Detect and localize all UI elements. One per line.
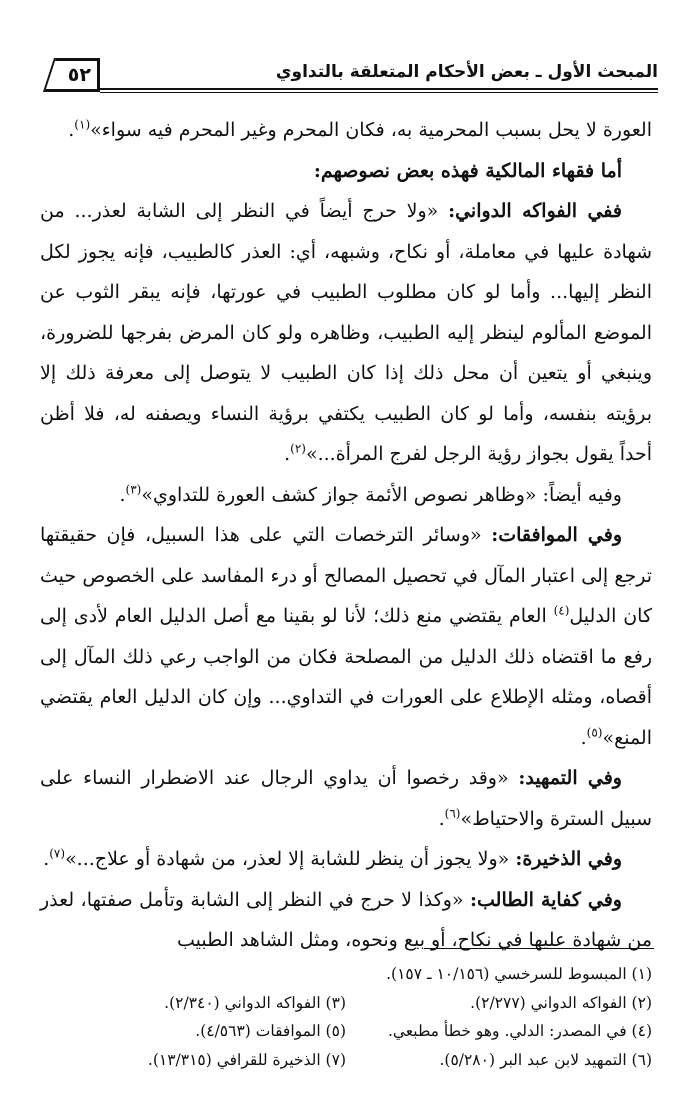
running-title: المبحث الأول ـ بعض الأحكام المتعلقة بالتداوي [275,62,658,82]
paragraph-fihi-aydan: وفيه أيضاً: «وظاهر نصوص الأئمة جواز كشف العورة للتداوي»$^{(٣)}$. [119,482,622,506]
footnote-4: (٤) في المصدر: الدلي. وهو خطأ مطبعي. [387,1022,652,1040]
footnote-1: (١) المبسوط للسرخسي (١٠/١٥٦ ـ ١٥٧). [386,965,652,983]
page-number: ٥٢ [67,64,91,86]
footnote-ref-5: (٥) [586,725,603,740]
footnote-5: (٥) الموافقات (٤/٥٦٣). [195,1022,346,1040]
header-rule-thin [100,92,658,93]
footnotes [40,960,652,1074]
source-name: وفي الموافقات: [491,524,622,546]
footnote-ref-6: (٦) [444,806,461,821]
paragraph-dhakhira: وفي الذخيرة: «ولا يجوز أن ينظر للشابة إلا لعذر، من شهادة أو علاج...»$^{(٧)}$. [43,846,622,870]
footnote-separator [424,948,654,949]
footnote-ref-7: (٧) [49,846,66,861]
page-number-box [38,58,100,92]
source-name: وفي كفاية الطالب: [470,888,622,911]
paragraph-fawakih: ففي الفواكه الدواني: «ولا حرج أيضاً في النظر إلى الشابة لعذر... من شهادة عليها في معاملة، أو نكاح، وشبهه، أي: العذر كالطبيب، فإنه يجوز لكل النظر إليها... وأما لو كان مطلوب الطبيب في عورتها، فإنه يبقر الثوب عن الموضع المألوم لينظر إليه الطبيب، وظاهره ولو كان المرض بفرجها للضرورة، وينبغي أو يتعين أن محل ذلك إذا كان الطبيب لا يتوصل إلى معرفة ذلك إلا برؤيته بنفسه، وأما لو كان الطبيب يكتفي برؤية النساء ويصفنه له، فلا أظن أحداً يقول بجواز رؤية الرجل لفرج المرأة...»$^{(٢)}$. [40,200,652,465]
footnote-2: (٢) الفواكه الدواني (٢/٢٧٧). [470,993,652,1012]
header-rule [100,88,658,90]
paragraph-1: العورة لا يحل بسبب المحرمية به، فكان المحرم وغير المحرم فيه سواء»$^{(١)}$. [68,117,652,141]
page-header [36,58,658,92]
footnote-row [40,1017,652,1046]
footnote-ref-4: (٤) [553,603,570,618]
footnote-ref-2: (٢) [290,441,306,456]
page-number-tab [27,58,56,92]
paragraph-muwafaqat: وفي الموافقات: «وسائر الترخصات التي على هذا السبيل، فإن حقيقتها ترجع إلى اعتبار المآل في تحصيل المصالح أو درء المفاسد على الخصوص حيث كان الدليل$^{(٤)}$ العام يقتضي منع ذلك؛ لأنا لو بقينا مع أصل الدليل العام لأدى إلى رفع ما اقتضاه ذلك الدليل من المصلحة فكان من الواجب رعي ذلك المآل إلى أقصاه، ومثله الإطلاع على العورات في التداوي... وإن كان الدليل العام يقتضي المنع»$^{(٥)}$. [40,524,653,749]
paragraph-kifaya: وفي كفاية الطالب: «وكذا لا حرج في النظر إلى الشابة وتأمل صفتها، لعذر من شهادة عليها في نكاح، أو بيع ونحوه، ومثل الشاهد الطبيب [40,888,652,951]
footnote-7: (٧) الذخيرة للقرافي (١٣/٣١٥). [147,1050,346,1069]
source-name: ففي الفواكه الدواني: [448,200,622,222]
main-text [40,110,652,961]
paragraph-tamhid: وفي التمهيد: «وقد رخصوا أن يداوي الرجال عند الاضطرار النساء على سبيل السترة والاحتياط»$^{(٦)}$. [40,767,652,830]
footnote-ref-3: (٣) [125,482,142,497]
section-heading: أما فقهاء المالكية فهذه بعض نصوصهم: [313,159,622,182]
footnote-3: (٣) الفواكه الدواني (٢/٣٤٠). [164,993,346,1012]
footnote-row [40,1046,652,1075]
footnote-6: (٦) التمهيد لابن عبد البر (٥/٢٨٠). [439,1050,652,1069]
footnote-row [40,989,652,1018]
source-name: وفي الذخيرة: [515,848,622,870]
footnote-row [40,960,652,989]
source-name: وفي التمهيد: [518,767,622,789]
footnote-ref-1: (١) [74,117,91,132]
